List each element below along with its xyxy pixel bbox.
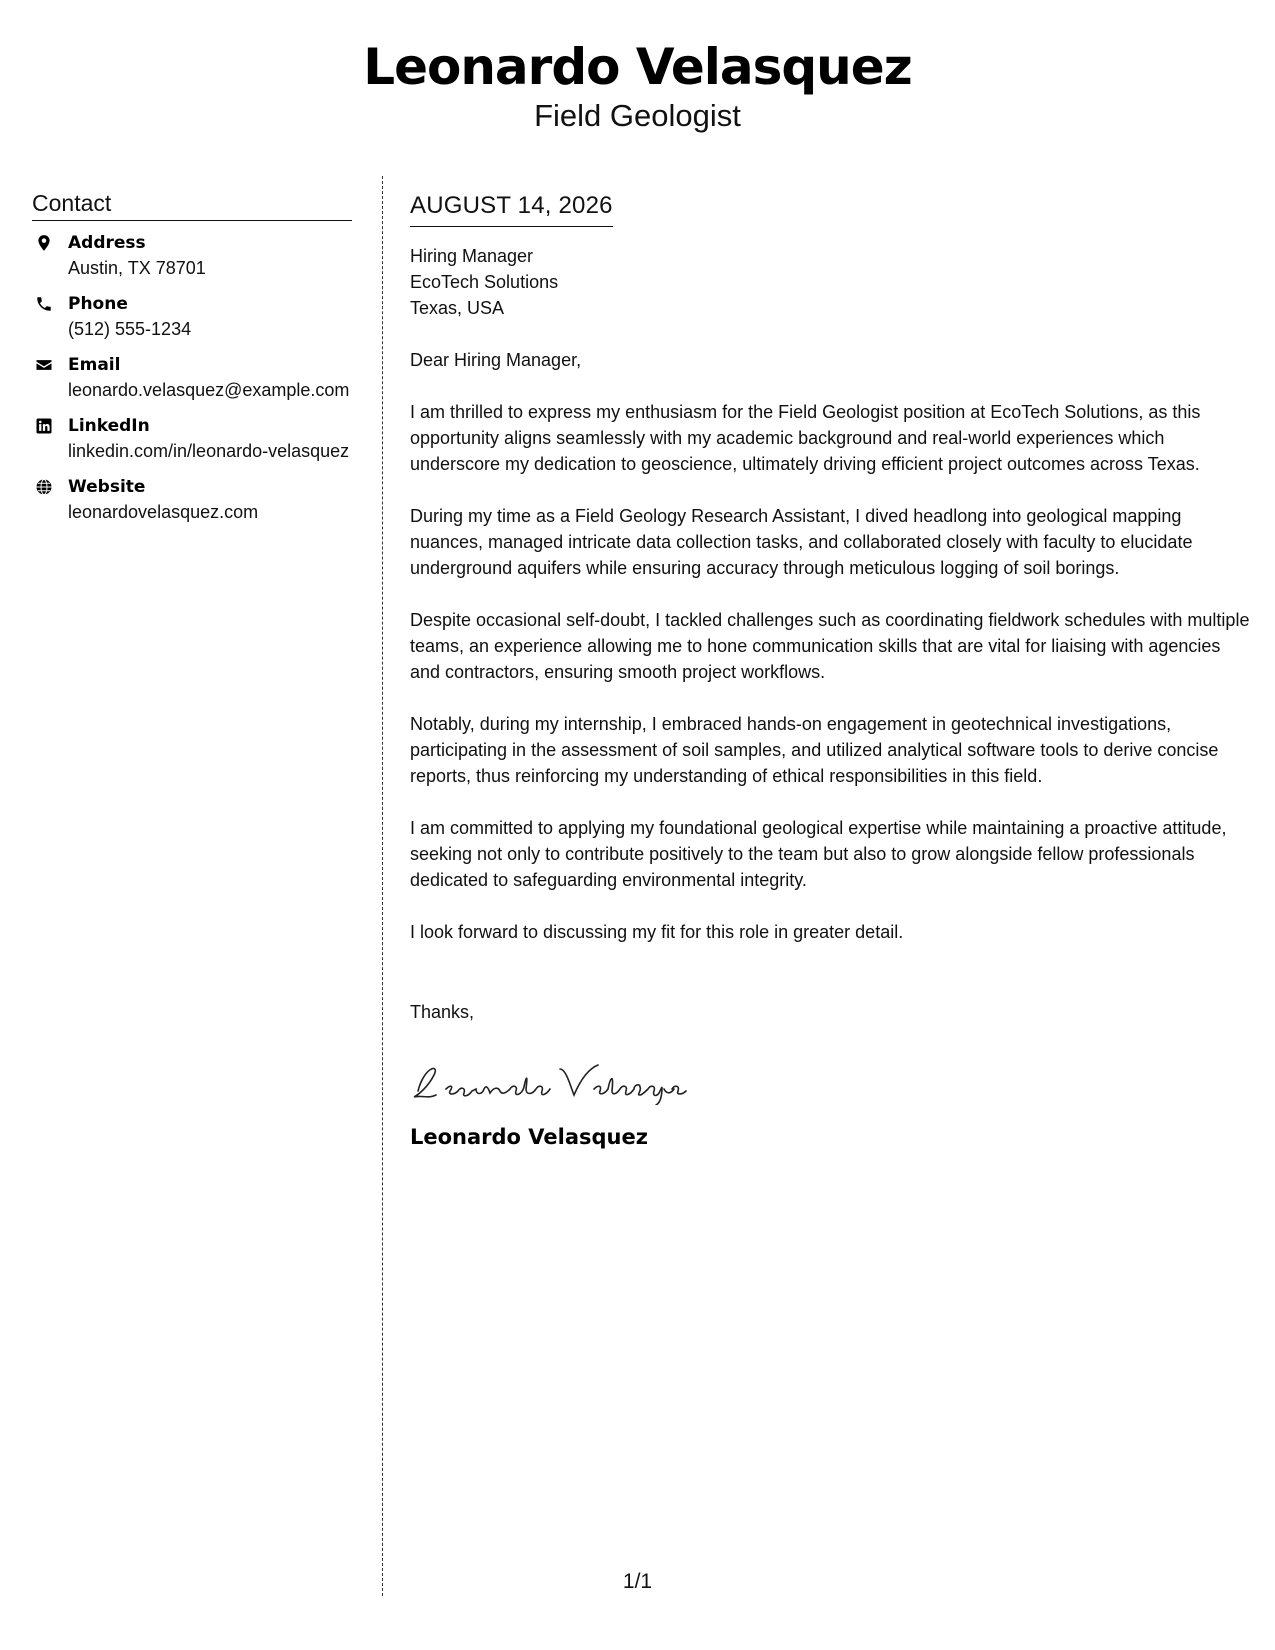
linkedin-icon <box>32 414 68 435</box>
letter-paragraph: I am thrilled to express my enthusiasm for the Field Geologist position at EcoTech Solutions, as this opportunity aligns seamlessly with my academic background and real-world experiences which underscore my dedication to geoscience, ultimately driving efficient project outcomes across Texas. <box>410 402 1201 474</box>
letter-paragraph: During my time as a Field Geology Research Assistant, I dived headlong into geological mapping nuances, managed intricate data collection tasks, and collaborated closely with faculty to elucidate underground aquifers while ensuring accuracy through meticulous logging of soil borings. <box>410 506 1193 578</box>
contact-sidebar <box>32 188 352 536</box>
contact-item-phone <box>32 292 352 342</box>
contact-heading: Contact <box>32 188 352 221</box>
recipient-block <box>410 243 1250 321</box>
contact-item-website <box>32 475 352 525</box>
column-divider <box>382 176 383 1596</box>
letter-paragraph: I look forward to discussing my fit for this role in greater detail. <box>410 922 904 942</box>
phone-value[interactable]: (512) 555-1234 <box>68 319 192 339</box>
recipient-line: Hiring Manager <box>410 246 534 266</box>
page-number: 1/1 <box>622 1570 653 1593</box>
handwritten-signature <box>410 1055 1250 1105</box>
contact-item-email <box>32 353 352 403</box>
letter-paragraph: I am committed to applying my foundational geological expertise while maintaining a proactive attitude, seeking not only to contribute positively to the team but also to grow alongside fellow professionals dedicated to safeguarding environmental integrity. <box>410 818 1227 890</box>
envelope-icon <box>32 353 68 374</box>
contact-label: Address <box>68 233 146 253</box>
signed-name: Leonardo Velasquez <box>410 1125 648 1149</box>
contact-label: LinkedIn <box>68 416 150 436</box>
letter-body <box>410 190 1250 1151</box>
website-value[interactable]: leonardovelasquez.com <box>68 502 259 522</box>
closing: Thanks, <box>410 1002 475 1022</box>
linkedin-value[interactable]: linkedin.com/in/leonardo-velasquez <box>68 441 350 461</box>
contact-item-address <box>32 231 352 281</box>
phone-icon <box>32 292 68 313</box>
recipient-line: EcoTech Solutions <box>410 272 559 292</box>
letter-paragraph: Notably, during my internship, I embraced hands-on engagement in geotechnical investigations, participating in the assessment of soil samples, and utilized analytical software tools to derive concise reports, thus reinforcing my understanding of ethical responsibilities in this field. <box>410 714 1219 786</box>
contact-item-linkedin <box>32 414 352 464</box>
globe-icon <box>32 475 68 496</box>
job-title: Field Geologist <box>534 98 741 133</box>
applicant-name: Leonardo Velasquez <box>363 38 912 96</box>
contact-label: Phone <box>68 294 128 314</box>
salutation: Dear Hiring Manager, <box>410 350 582 370</box>
contact-label: Website <box>68 477 146 497</box>
map-pin-icon <box>32 231 68 252</box>
address-value: Austin, TX 78701 <box>68 258 206 278</box>
resume-header <box>0 36 1275 135</box>
letter-paragraph: Despite occasional self-doubt, I tackled challenges such as coordinating fieldwork schedules with multiple teams, an experience allowing me to hone communication skills that are vital for liaising with agencies and contractors, ensuring smooth project workflows. <box>410 610 1250 682</box>
email-value[interactable]: leonardo.velasquez@example.com <box>68 380 350 400</box>
contact-label: Email <box>68 355 121 375</box>
recipient-line: Texas, USA <box>410 298 505 318</box>
contact-list <box>32 231 352 525</box>
letter-date: AUGUST 14, 2026 <box>410 190 613 227</box>
